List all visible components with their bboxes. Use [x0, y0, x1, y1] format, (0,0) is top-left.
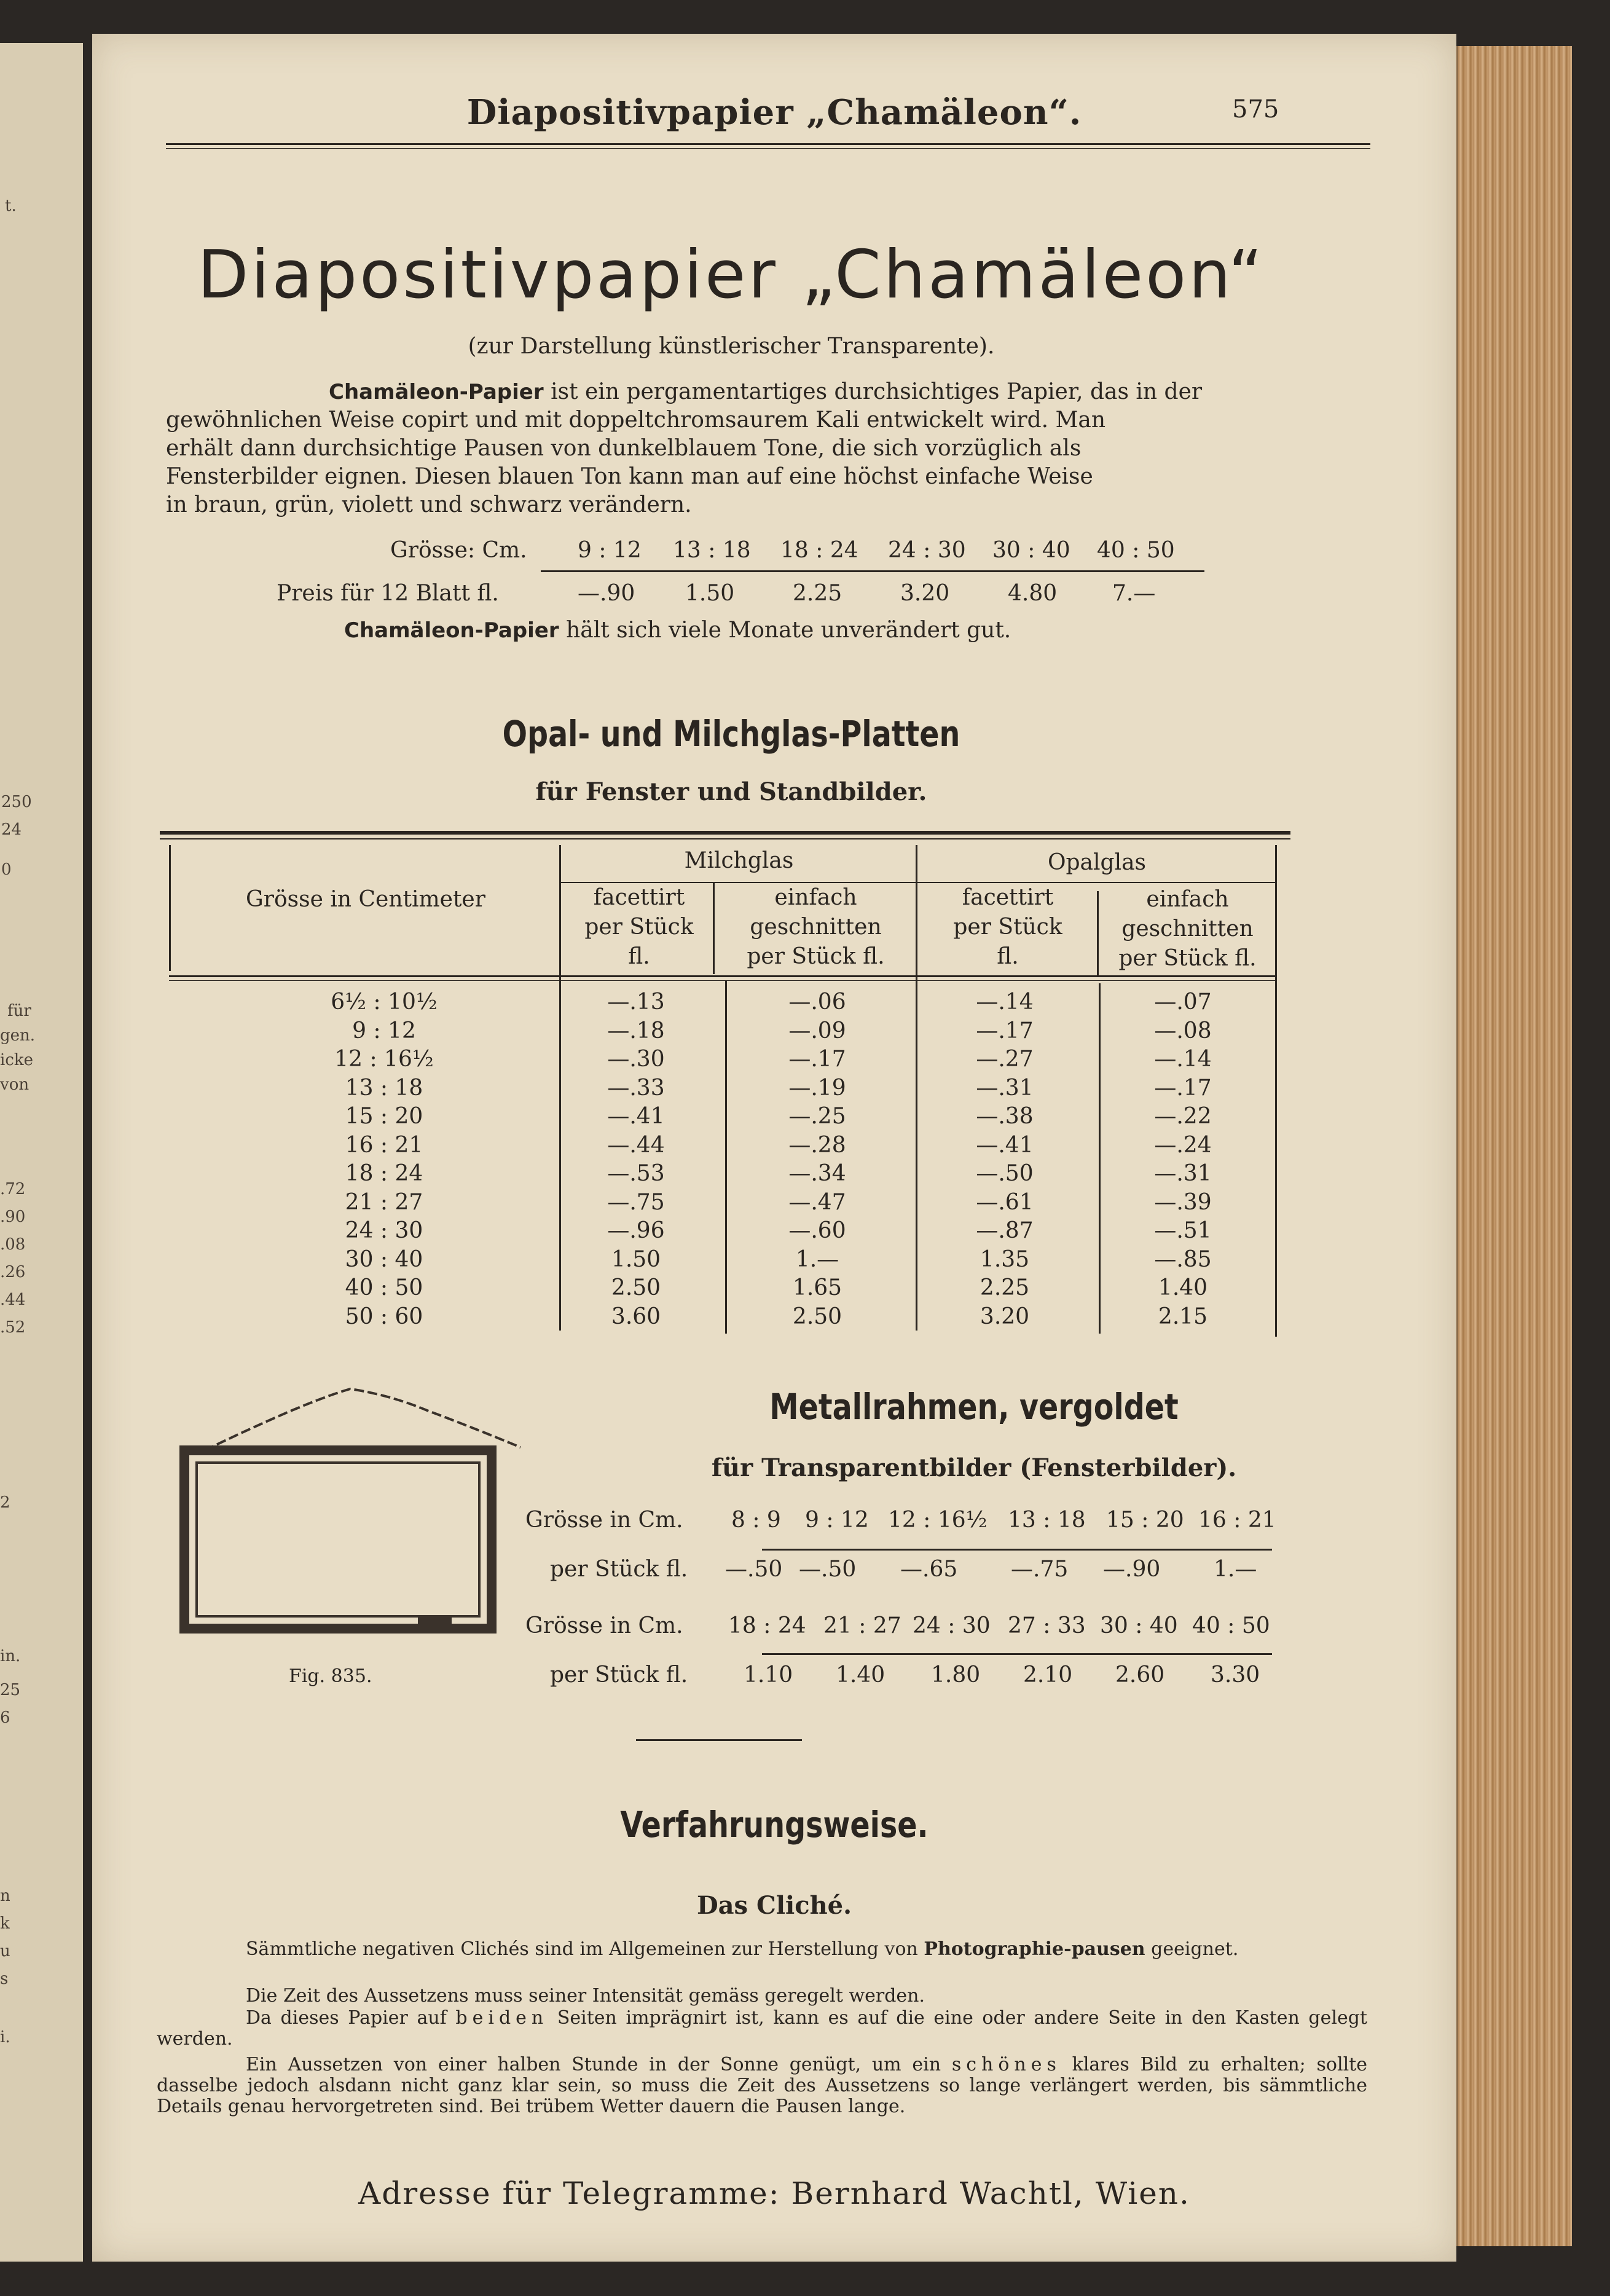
- row-price-cell: —.33: [607, 1075, 665, 1101]
- paragraph-text: Ein Aussetzen von einer halben Stunde in der Sonne genügt, um ein: [246, 2054, 941, 2075]
- row-price-cell: —.27: [976, 1047, 1034, 1072]
- table-border: [169, 845, 171, 971]
- opal-subtitle: für Fenster und Standbilder.: [535, 777, 927, 806]
- row-price-cell: 1.40: [1158, 1275, 1208, 1300]
- frame-price-label: per Stück fl.: [550, 1662, 688, 1688]
- row-size-cell: 15 : 20: [345, 1104, 423, 1129]
- row-price-cell: 1.—: [795, 1246, 839, 1272]
- frame-rule: [762, 1653, 1272, 1655]
- price-value: 7.—: [1112, 581, 1156, 606]
- row-size-cell: 40 : 50: [345, 1275, 423, 1300]
- frame-price: —.50: [725, 1557, 783, 1582]
- running-header-title: Diapositivpapier „Chamäleon“.: [466, 92, 1082, 133]
- verfahrung-paragraph-2: Die Zeit des Aussetzens muss seiner Intensität gemäss geregelt werden.: [246, 1985, 925, 2007]
- row-price-cell: —.31: [976, 1075, 1034, 1101]
- table-divider: [559, 845, 561, 1331]
- table-top-rule: [160, 838, 1290, 839]
- facing-page-text: s: [0, 1970, 9, 1988]
- price-value: 3.20: [900, 581, 950, 606]
- frame-price: —.65: [900, 1557, 958, 1582]
- verfahrung-paragraph-3: [157, 2008, 1367, 2050]
- frame-size: 40 : 50: [1192, 1613, 1270, 1638]
- row-price-cell: 1.50: [611, 1246, 661, 1272]
- frame-size: 8 : 9: [731, 1508, 781, 1533]
- header-rule: [166, 143, 1370, 145]
- row-price-cell: —.30: [607, 1047, 665, 1072]
- facing-page-text: 6: [0, 1708, 10, 1727]
- facing-page-text: gen.: [0, 1026, 36, 1045]
- row-price-cell: —.14: [976, 989, 1034, 1015]
- facing-page-text: icke: [0, 1051, 34, 1069]
- paragraph-spaced: beiden: [455, 2007, 549, 2029]
- table-divider: [1099, 983, 1101, 1334]
- header-line: geschnitten: [750, 914, 882, 940]
- size-value: 30 : 40: [992, 538, 1070, 563]
- note-text: hält sich viele Monate unverändert gut.: [566, 618, 1011, 643]
- facing-page-text: für: [7, 1002, 31, 1020]
- catalog-page: [92, 34, 1456, 2262]
- row-price-cell: —.31: [1154, 1161, 1212, 1186]
- price-value: —.90: [578, 581, 635, 606]
- row-price-cell: —.28: [788, 1132, 846, 1158]
- row-price-cell: —.44: [607, 1132, 665, 1158]
- paragraph-text: Sämmtliche negativen Clichés sind im Allgemeinen zur Herstellung von: [246, 1938, 918, 1960]
- size-price-rule: [541, 570, 1204, 572]
- row-size-cell: 21 : 27: [345, 1189, 423, 1215]
- row-price-cell: —.13: [607, 989, 665, 1015]
- price-value: 1.50: [685, 581, 735, 606]
- table-divider: [1097, 891, 1099, 977]
- size-value: 13 : 18: [673, 538, 751, 563]
- row-price-cell: —.47: [788, 1189, 846, 1215]
- paragraph-line: erhält dann durchsichtige Pausen von dunkelblauem Tone, die sich vorzüglich als: [166, 436, 1082, 461]
- row-price-cell: —.87: [976, 1218, 1034, 1243]
- frame-price: 1.40: [836, 1662, 886, 1688]
- row-price-cell: —.19: [788, 1075, 846, 1101]
- facing-page-text: u: [0, 1942, 10, 1960]
- facing-page-text: .26: [0, 1263, 26, 1281]
- facing-page-text: .44: [0, 1291, 26, 1309]
- row-size-cell: 16 : 21: [345, 1132, 423, 1158]
- paragraph-bold: Photographie-pausen: [924, 1938, 1145, 1960]
- facing-page-text: .90: [0, 1208, 26, 1226]
- row-price-cell: —.24: [1154, 1132, 1212, 1158]
- facing-page-text: 24: [1, 820, 22, 839]
- table-top-rule: [160, 831, 1290, 835]
- facing-page-text: n: [0, 1887, 10, 1905]
- figure-caption: Fig. 835.: [289, 1665, 372, 1687]
- frame-price-label: per Stück fl.: [550, 1557, 688, 1582]
- facing-page-text: t.: [5, 197, 17, 215]
- metallrahmen-subtitle: für Transparentbilder (Fensterbilder).: [711, 1453, 1237, 1482]
- paragraph-line: in braun, grün, violett und schwarz verändern.: [166, 492, 692, 517]
- page-number: 575: [1232, 95, 1279, 124]
- facing-page-text: 25: [0, 1681, 21, 1699]
- row-price-cell: —.25: [788, 1104, 846, 1129]
- header-line: per Stück fl.: [747, 944, 885, 969]
- facing-page-text: k: [0, 1914, 10, 1933]
- row-price-cell: —.50: [976, 1161, 1034, 1186]
- price-label: Preis für 12 Blatt fl.: [277, 581, 499, 606]
- header-line: per Stück fl.: [1118, 946, 1257, 971]
- frame-size: 24 : 30: [913, 1613, 991, 1638]
- milch-facettirt-header: [565, 883, 713, 972]
- chamaeleon-description: [166, 378, 1367, 519]
- frame-size: 21 : 27: [823, 1613, 901, 1638]
- row-size-cell: 6½ : 10½: [331, 989, 438, 1015]
- opal-facettirt-header: [919, 883, 1097, 972]
- metallrahmen-title: Metallrahmen, vergoldet: [769, 1386, 1179, 1428]
- cliche-subtitle: Das Cliché.: [696, 1891, 852, 1920]
- frame-price: —.90: [1103, 1557, 1161, 1582]
- row-price-cell: —.96: [607, 1218, 665, 1243]
- frame-size: 15 : 20: [1106, 1508, 1184, 1533]
- facing-page-text: .52: [0, 1318, 26, 1337]
- brand-name: Chamäleon-Papier: [329, 380, 544, 404]
- chamaeleon-note: [344, 618, 1011, 643]
- chamaeleon-subtitle: (zur Darstellung künstlerischer Transparente).: [468, 334, 995, 359]
- row-price-cell: —.41: [607, 1104, 665, 1129]
- frame-size-label: Grösse in Cm.: [525, 1613, 683, 1638]
- size-value: 18 : 24: [780, 538, 858, 563]
- row-price-cell: —.14: [1154, 1047, 1212, 1072]
- paragraph-line: Fensterbilder eignen. Diesen blauen Ton kann man auf eine höchst einfache Weise: [166, 464, 1093, 489]
- row-price-cell: —.85: [1154, 1246, 1212, 1272]
- verfahrung-paragraph-1: [157, 1939, 1367, 1960]
- row-price-cell: —.75: [607, 1189, 665, 1215]
- row-price-cell: —.34: [788, 1161, 846, 1186]
- row-price-cell: —.08: [1154, 1018, 1212, 1044]
- row-price-cell: —.60: [788, 1218, 846, 1243]
- row-size-cell: 13 : 18: [345, 1075, 423, 1101]
- header-bottom-rule: [169, 980, 1275, 981]
- paragraph-text: Da dieses Papier auf: [246, 2007, 447, 2029]
- row-price-cell: —.39: [1154, 1189, 1212, 1215]
- row-price-cell: —.09: [788, 1018, 846, 1044]
- facing-page-text: 2: [0, 1493, 10, 1512]
- frame-price: 2.10: [1023, 1662, 1073, 1688]
- telegram-address: Adresse für Telegramme: Bernhard Wachtl, Wien.: [358, 2176, 1190, 2211]
- row-price-cell: —.17: [1154, 1075, 1212, 1101]
- frame-price: 2.60: [1115, 1662, 1165, 1688]
- opal-einfach-header: [1100, 885, 1275, 973]
- facing-page-text: 250: [1, 793, 32, 811]
- row-price-cell: —.07: [1154, 989, 1212, 1015]
- row-price-cell: —.41: [976, 1132, 1034, 1158]
- row-price-cell: 2.25: [980, 1275, 1030, 1300]
- header-line: fl.: [628, 944, 650, 969]
- frame-price: 3.30: [1211, 1662, 1260, 1688]
- paragraph-text: klares Bild zu erhalten; sollte dasselbe jedoch alsdann nicht ganz klar sein, so muss die Zeit des Aussetzens so lange verlängert werden, bis sämmtliche Details genau hervorgetreten sind. Bei trübem Wetter dauern die Pausen lange.: [157, 2054, 1367, 2117]
- row-price-cell: 2.50: [792, 1303, 842, 1329]
- size-column-header: Grösse in Centimeter: [246, 887, 485, 912]
- row-price-cell: —.53: [607, 1161, 665, 1186]
- row-price-cell: 2.15: [1158, 1303, 1208, 1329]
- page-edges: [1456, 46, 1572, 2246]
- paragraph-spaced: schönes: [951, 2054, 1061, 2075]
- facing-page-text: i.: [0, 2028, 10, 2046]
- frame-size: 18 : 24: [728, 1613, 806, 1638]
- row-price-cell: —.38: [976, 1104, 1034, 1129]
- frame-size: 30 : 40: [1100, 1613, 1178, 1638]
- table-border: [1275, 845, 1277, 1337]
- size-label: Grösse: Cm.: [390, 538, 527, 563]
- row-size-cell: 30 : 40: [345, 1246, 423, 1272]
- frame-size-label: Grösse in Cm.: [525, 1508, 683, 1533]
- milch-einfach-header: [716, 883, 916, 972]
- header-line: per Stück: [953, 914, 1062, 940]
- table-divider: [713, 882, 715, 974]
- row-price-cell: 1.35: [980, 1246, 1030, 1272]
- frame-size: 13 : 18: [1008, 1508, 1086, 1533]
- row-price-cell: —.61: [976, 1189, 1034, 1215]
- milchglas-header: Milchglas: [684, 848, 794, 873]
- row-size-cell: 18 : 24: [345, 1161, 423, 1186]
- opal-title: Opal- und Milchglas-Platten: [502, 713, 960, 755]
- row-price-cell: 3.20: [980, 1303, 1030, 1329]
- facing-page-text: .72: [0, 1180, 26, 1198]
- frame-price: —.75: [1011, 1557, 1069, 1582]
- paragraph-text: Seiten imprägnirt ist, kann es auf die eine oder andere Seite in den Kasten gelegt werden.: [157, 2007, 1367, 2050]
- header-line: fl.: [997, 944, 1019, 969]
- verfahrung-paragraph-4: [157, 2054, 1367, 2117]
- frame-price: —.50: [799, 1557, 857, 1582]
- header-line: einfach: [1146, 887, 1229, 912]
- frame-price: 1.10: [744, 1662, 793, 1688]
- size-value: 9 : 12: [578, 538, 642, 563]
- facing-page-text: von: [0, 1075, 29, 1094]
- row-price-cell: —.51: [1154, 1218, 1212, 1243]
- facing-page-text: .08: [0, 1235, 26, 1254]
- row-price-cell: 2.50: [611, 1275, 661, 1300]
- facing-page-text: 0: [1, 860, 12, 879]
- row-price-cell: —.17: [976, 1018, 1034, 1044]
- header-line: geschnitten: [1121, 916, 1254, 942]
- chamaeleon-title: Diapositivpapier „Chamäleon“: [197, 237, 1265, 313]
- header-bottom-rule: [169, 975, 1275, 977]
- row-size-cell: 50 : 60: [345, 1303, 423, 1329]
- size-value: 24 : 30: [888, 538, 966, 563]
- opalglas-header: Opalglas: [1047, 850, 1147, 875]
- header-line: facettirt: [593, 885, 685, 910]
- price-value: 4.80: [1008, 581, 1058, 606]
- facing-page-text: in.: [0, 1647, 21, 1665]
- row-price-cell: —.06: [788, 989, 846, 1015]
- row-price-cell: 3.60: [611, 1303, 661, 1329]
- frame-size: 27 : 33: [1008, 1613, 1086, 1638]
- paragraph-line: ist ein pergamentartiges durchsichtiges Papier, das in der: [551, 379, 1203, 404]
- row-price-cell: 1.65: [792, 1275, 842, 1300]
- row-size-cell: 9 : 12: [352, 1018, 416, 1044]
- facing-page-fragment: [0, 43, 83, 2262]
- header-line: einfach: [774, 885, 857, 910]
- frame-size: 9 : 12: [805, 1508, 869, 1533]
- table-divider: [916, 845, 917, 1331]
- frame-price: 1.80: [931, 1662, 981, 1688]
- size-value: 40 : 50: [1097, 538, 1175, 563]
- frame-size: 16 : 21: [1198, 1508, 1276, 1533]
- header-line: per Stück: [584, 914, 694, 940]
- row-size-cell: 12 : 16½: [334, 1047, 434, 1072]
- paragraph-line: gewöhnlichen Weise copirt und mit doppeltchromsaurem Kali entwickelt wird. Man: [166, 407, 1106, 433]
- section-divider: [636, 1739, 802, 1741]
- row-price-cell: —.22: [1154, 1104, 1212, 1129]
- verfahrung-title: Verfahrungsweise.: [620, 1804, 929, 1846]
- frame-price: 1.—: [1214, 1557, 1257, 1582]
- row-size-cell: 24 : 30: [345, 1218, 423, 1243]
- frame-size: 12 : 16½: [888, 1508, 988, 1533]
- brand-name: Chamäleon-Papier: [344, 618, 559, 643]
- row-price-cell: —.17: [788, 1047, 846, 1072]
- table-divider: [725, 980, 727, 1334]
- header-line: facettirt: [962, 885, 1054, 910]
- frame-rule: [762, 1549, 1272, 1551]
- header-rule: [166, 148, 1370, 149]
- price-value: 2.25: [793, 581, 842, 606]
- row-price-cell: —.18: [607, 1018, 665, 1044]
- paragraph-text: geeignet.: [1151, 1938, 1239, 1960]
